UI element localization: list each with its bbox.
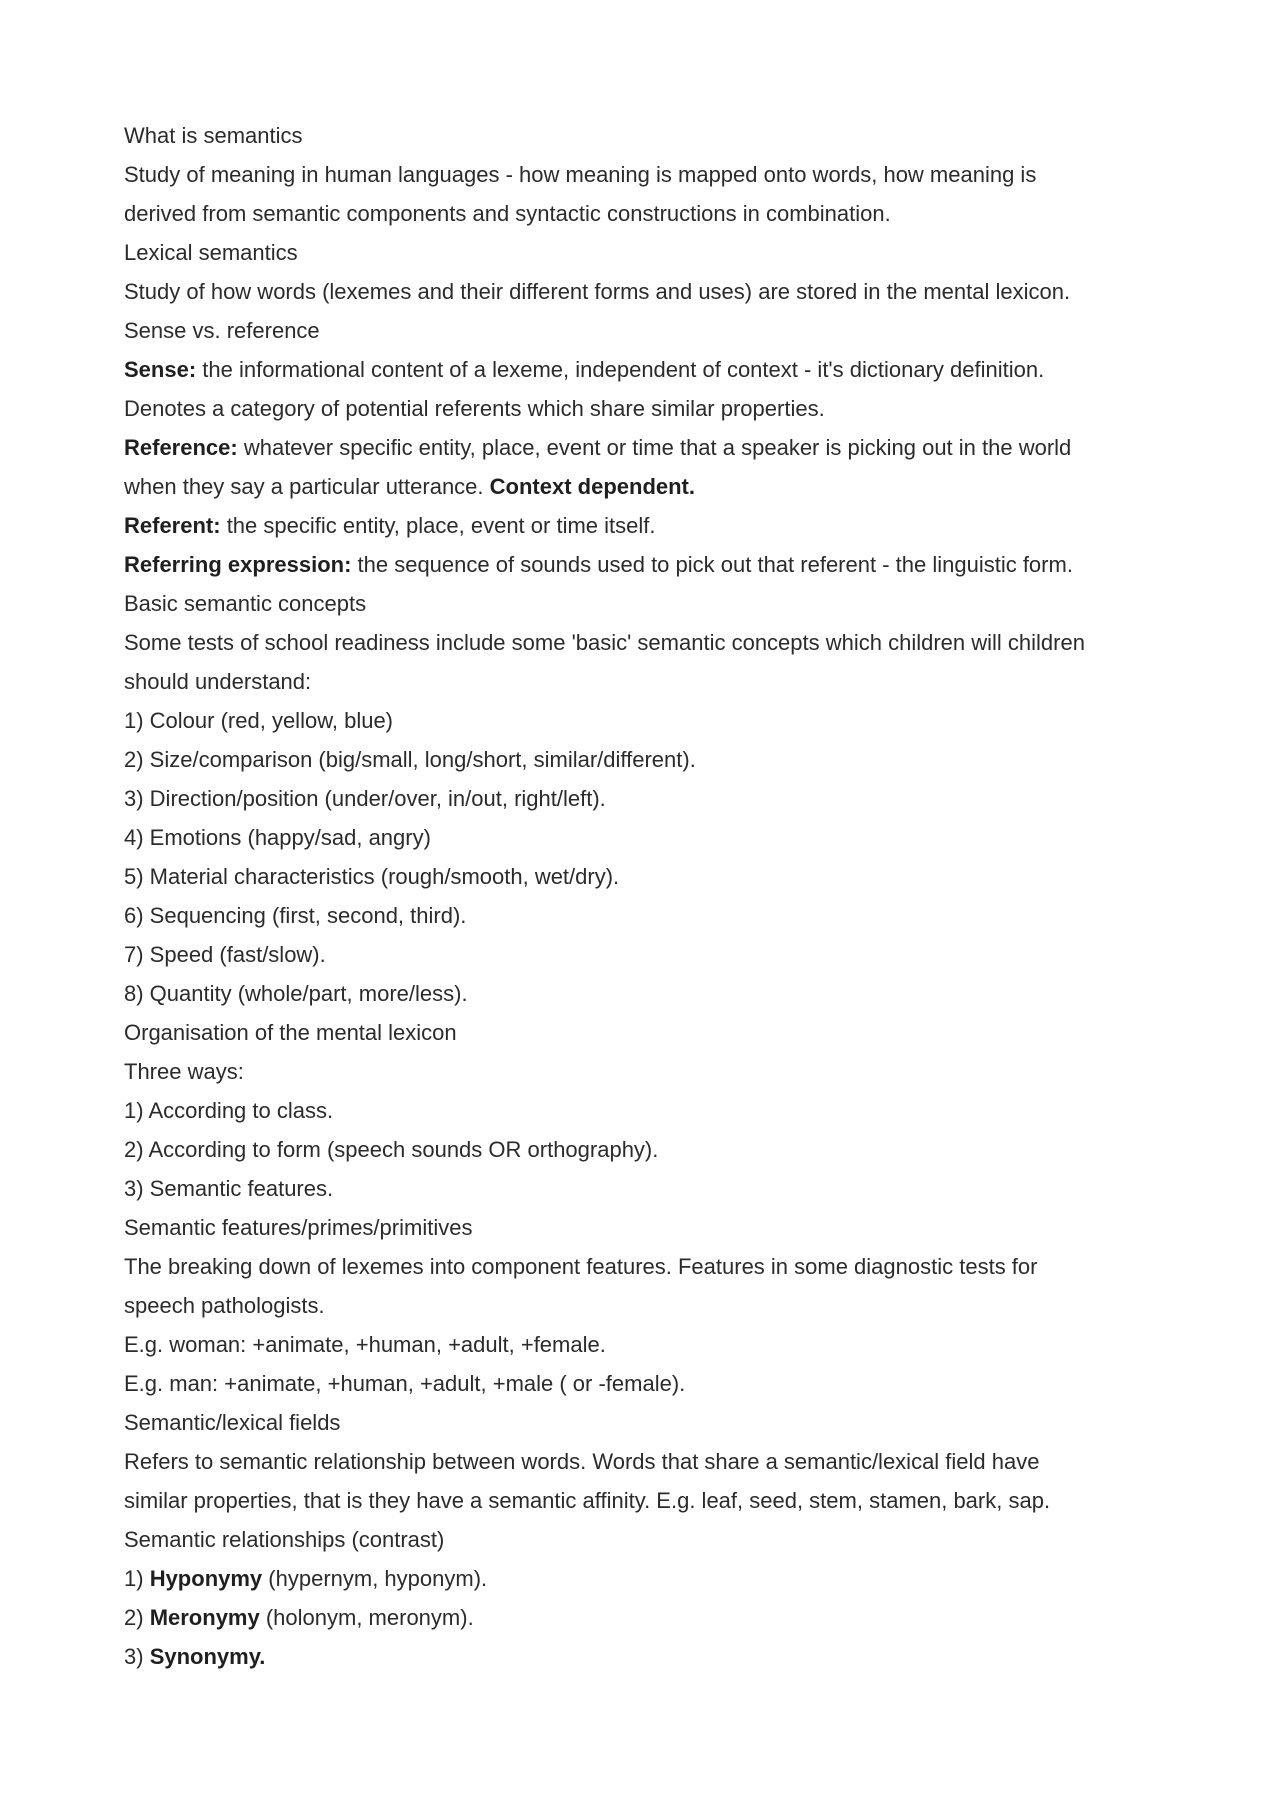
body-line: Denotes a category of potential referents which share similar properties. [124, 396, 825, 421]
heading-lexical-semantics: Lexical semantics [124, 240, 298, 265]
definition-reference [124, 428, 1184, 467]
list-number: 1) [124, 1566, 150, 1591]
list-item: 3) Semantic features. [124, 1176, 334, 1201]
term-label: Reference: [124, 435, 238, 460]
heading-what-is-semantics: What is semantics [124, 123, 303, 148]
term-label: Sense: [124, 357, 197, 382]
example-line: E.g. man: +animate, +human, +adult, +male ( or -female). [124, 1371, 686, 1396]
definition-text: whatever specific entity, place, event or time that a speaker is picking out in the world [237, 435, 1072, 460]
heading-semantic-features: Semantic features/primes/primitives [124, 1215, 473, 1240]
body-line: Three ways: [124, 1059, 244, 1084]
list-item [124, 1598, 1184, 1637]
heading-sense-vs-reference: Sense vs. reference [124, 318, 320, 343]
list-text: (holonym, meronym). [259, 1605, 474, 1630]
heading-semantic-fields: Semantic/lexical fields [124, 1410, 341, 1435]
definition-text: the sequence of sounds used to pick out that referent - the linguistic form. [351, 552, 1073, 577]
list-number: 2) [124, 1605, 150, 1630]
list-item [124, 1637, 1184, 1676]
body-line: should understand: [124, 669, 312, 694]
list-item: 1) According to class. [124, 1098, 334, 1123]
definition-reference-continued [124, 467, 1184, 506]
heading-organisation: Organisation of the mental lexicon [124, 1020, 457, 1045]
list-item: 7) Speed (fast/slow). [124, 942, 326, 967]
term-label: Meronymy [149, 1605, 260, 1630]
definition-text: when they say a particular utterance. [124, 474, 490, 499]
term-label: Synonymy. [149, 1644, 266, 1669]
body-line: speech pathologists. [124, 1293, 325, 1318]
list-item: 1) Colour (red, yellow, blue) [124, 708, 394, 733]
list-item [124, 1559, 1184, 1598]
list-number: 3) [124, 1644, 150, 1669]
list-item: 3) Direction/position (under/over, in/out, right/left). [124, 786, 606, 811]
definition-text: the specific entity, place, event or time itself. [220, 513, 656, 538]
definition-referent [124, 506, 1184, 545]
body-line: derived from semantic components and syntactic constructions in combination. [124, 201, 891, 226]
body-line: Some tests of school readiness include some 'basic' semantic concepts which children will children [124, 630, 1085, 655]
body-line: Refers to semantic relationship between words. Words that share a semantic/lexical field have [124, 1449, 1040, 1474]
list-item: 2) Size/comparison (big/small, long/short, similar/different). [124, 747, 696, 772]
emphasis-text: Context dependent. [489, 474, 695, 499]
term-label: Referent: [124, 513, 221, 538]
list-item: 6) Sequencing (first, second, third). [124, 903, 467, 928]
heading-semantic-relationships: Semantic relationships (contrast) [124, 1527, 445, 1552]
body-line: Study of how words (lexemes and their different forms and uses) are stored in the mental lexicon. [124, 279, 1071, 304]
body-line: similar properties, that is they have a semantic affinity. E.g. leaf, seed, stem, stamen, bark, sap. [124, 1488, 1051, 1513]
list-item: 5) Material characteristics (rough/smooth, wet/dry). [124, 864, 620, 889]
example-line: E.g. woman: +animate, +human, +adult, +female. [124, 1332, 606, 1357]
definition-text: the informational content of a lexeme, independent of context - it's dictionary definition. [196, 357, 1045, 382]
term-label: Hyponymy [149, 1566, 263, 1591]
term-label: Referring expression: [124, 552, 352, 577]
heading-basic-semantic-concepts: Basic semantic concepts [124, 591, 367, 616]
list-item: 2) According to form (speech sounds OR orthography). [124, 1137, 659, 1162]
list-text: (hypernym, hyponym). [262, 1566, 488, 1591]
body-line: Study of meaning in human languages - how meaning is mapped onto words, how meaning is [124, 162, 1037, 187]
document-body [124, 116, 1184, 1676]
list-item: 8) Quantity (whole/part, more/less). [124, 981, 468, 1006]
definition-sense [124, 350, 1184, 389]
definition-referring-expression [124, 545, 1184, 584]
body-line: The breaking down of lexemes into component features. Features in some diagnostic tests for [124, 1254, 1038, 1279]
list-item: 4) Emotions (happy/sad, angry) [124, 825, 431, 850]
